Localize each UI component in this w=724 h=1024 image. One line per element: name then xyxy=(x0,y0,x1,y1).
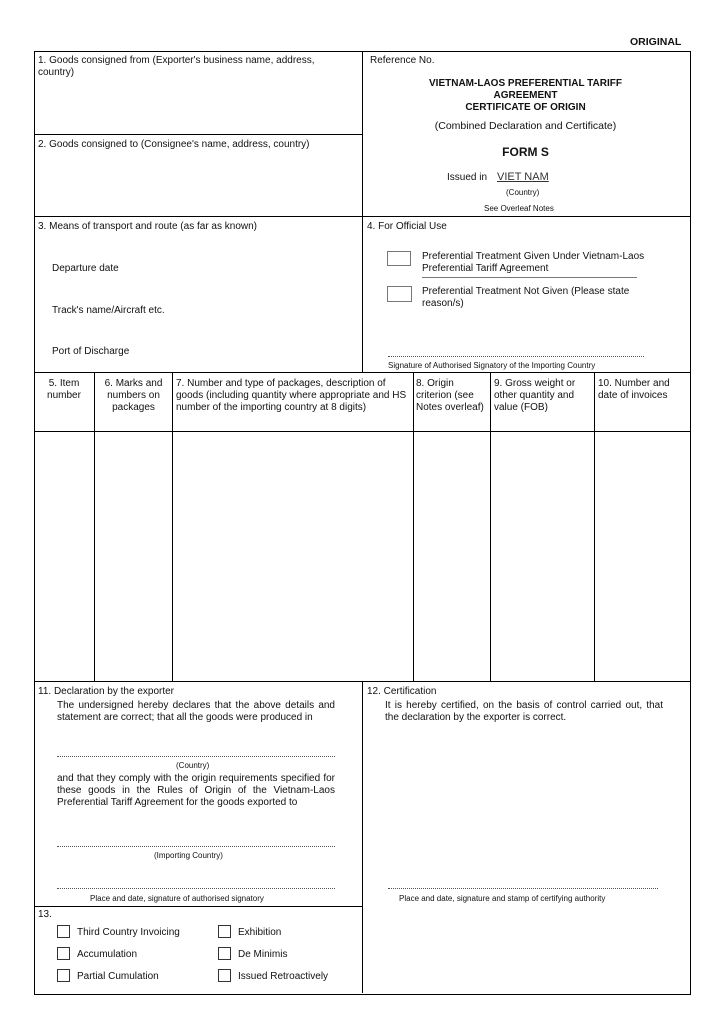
issued-retroactively-label: Issued Retroactively xyxy=(238,971,329,982)
col-invoices: 10. Number and date of invoices xyxy=(598,378,670,401)
issued-in-label: Issued in xyxy=(447,172,488,183)
de-minimis-checkbox[interactable] xyxy=(218,947,231,960)
reference-label: Reference No. xyxy=(370,55,435,66)
exhibition-label: Exhibition xyxy=(238,927,282,938)
original-label: ORIGINAL xyxy=(630,36,682,48)
de-minimis-label: De Minimis xyxy=(238,949,288,960)
treatment-not-given-label: Preferential Treatment Not Given (Please state reason/s) xyxy=(422,286,630,309)
certification-text: It is hereby certified, on the basis of control carried out, that the declaration by the exporter is correct. xyxy=(385,700,663,723)
exhibition-checkbox[interactable] xyxy=(218,925,231,938)
departure-date-label: Departure date xyxy=(52,263,119,274)
title-line2: AGREEMENT xyxy=(493,90,558,101)
col-origin-criterion: 8. Origin criterion (see Notes overleaf) xyxy=(416,378,484,413)
issued-retroactively-checkbox[interactable] xyxy=(218,969,231,982)
partial-cumulation-checkbox[interactable] xyxy=(57,969,70,982)
form-title: FORM S xyxy=(502,145,549,159)
issued-country-value: VIET NAM xyxy=(497,171,549,183)
port-of-discharge-label: Port of Discharge xyxy=(52,346,130,357)
title-line1: VIETNAM-LAOS PREFERENTIAL TARIFF xyxy=(429,78,622,89)
importing-signature-caption: Signature of Authorised Signatory of the Importing Country xyxy=(388,361,596,370)
box13-label: 13. xyxy=(38,909,52,920)
box12-label: 12. Certification xyxy=(367,686,437,697)
declaration-text: The undersigned hereby declares that the above details and statement are correct; that all the goods were produced in xyxy=(57,700,335,723)
third-country-invoicing-checkbox[interactable] xyxy=(57,925,70,938)
declaration-compliance-text: and that they comply with the origin requirements specified for these goods in the Rules of Origin of the Vietnam-Laos Preferential Tariff Agreement for the goods exported to xyxy=(57,773,335,808)
exporter-signature-caption: Place and date, signature of authorised signatory xyxy=(90,894,264,903)
box1-label: 1. Goods consigned from (Exporter's business name, address, country) xyxy=(38,55,315,78)
treatment-not-given-checkbox[interactable] xyxy=(387,286,412,302)
country-caption: (Country) xyxy=(506,188,540,197)
treatment-given-label: Preferential Treatment Given Under Vietnam-Laos Preferential Tariff Agreement xyxy=(422,251,645,274)
box2-label: 2. Goods consigned to (Consignee's name, address, country) xyxy=(38,139,310,150)
accumulation-label: Accumulation xyxy=(77,949,138,960)
overleaf-notes: See Overleaf Notes xyxy=(484,204,554,213)
importing-country-caption: (Importing Country) xyxy=(154,851,223,860)
box4-label: 4. For Official Use xyxy=(367,221,447,232)
title-line3: CERTIFICATE OF ORIGIN xyxy=(465,102,586,113)
declaration-country-caption: (Country) xyxy=(176,761,210,770)
col-item-number: 5. Item number xyxy=(47,378,81,401)
vehicle-name-label: Track's name/Aircraft etc. xyxy=(52,305,165,316)
treatment-given-checkbox[interactable] xyxy=(387,251,411,266)
box3-label: 3. Means of transport and route (as far as known) xyxy=(38,221,257,232)
partial-cumulation-label: Partial Cumulation xyxy=(77,971,159,982)
authority-signature-caption: Place and date, signature and stamp of certifying authority xyxy=(399,894,606,903)
col-gross-weight: 9. Gross weight or other quantity and value (FOB) xyxy=(494,378,576,413)
accumulation-checkbox[interactable] xyxy=(57,947,70,960)
certificate-subtitle: (Combined Declaration and Certificate) xyxy=(434,120,617,132)
box11-label: 11. Declaration by the exporter xyxy=(38,686,175,697)
third-country-invoicing-label: Third Country Invoicing xyxy=(77,927,180,938)
col-marks-numbers: 6. Marks and numbers on packages xyxy=(104,378,163,413)
col-description: 7. Number and type of packages, description of goods (including quantity where appropriate and HS number of the importing country at 8 digits) xyxy=(176,378,407,413)
